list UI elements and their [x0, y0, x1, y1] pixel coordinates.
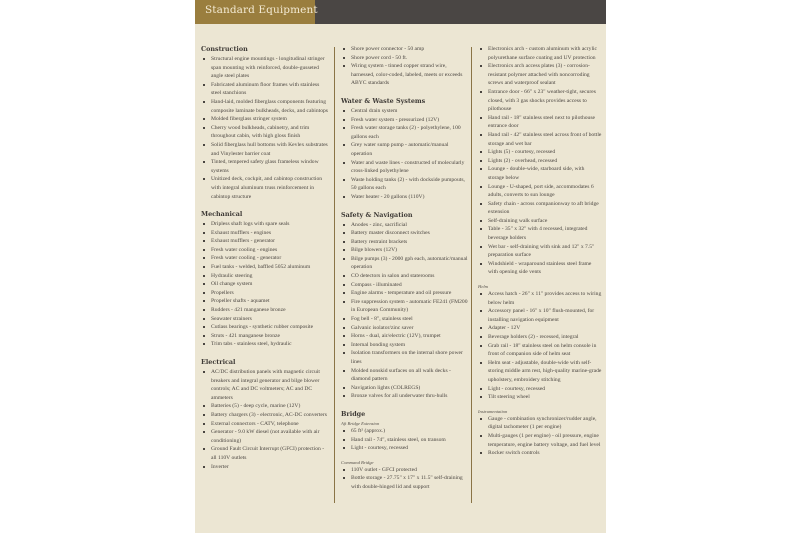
spacer [201, 201, 329, 210]
list-item: Tilt steering wheel [478, 393, 602, 402]
command-bridge-list [341, 466, 469, 492]
list-item: Bilge blowers (12V) [341, 246, 469, 255]
column-divider [334, 47, 335, 503]
list-item: Dripless shaft logs with spare seals [201, 220, 329, 229]
list-item: Helm seat - adjustable, double-wide with self-storing middle arm rest, high-quality marine-grade upholstery, embroidery stitching [478, 359, 602, 385]
spacer [341, 401, 469, 410]
list-item: Beverage holders (2) - recessed, integral [478, 333, 602, 342]
list-item: Battery restraint brackets [341, 238, 469, 247]
list-item: Generator - 9.0 kW diesel (not available with air conditioning) [201, 428, 329, 445]
list-item: Windshield - wraparound stainless steel frame with opening side vents [478, 260, 602, 277]
aft-bridge-list [341, 427, 469, 453]
construction-list [201, 55, 329, 201]
list-item: Multi-gauges (1 per engine) - oil pressure, engine temperature, engine battery voltage, and fuel level [478, 432, 602, 449]
list-item: Adapter - 12V [478, 324, 602, 333]
list-item: Lounge - double-wide, starboard side, with storage below [478, 165, 602, 182]
list-item: Bottle storage - 27.75" x 17" x 11.5" self-draining with double-hinged lid and support [341, 474, 469, 491]
section-title-mechanical: Mechanical [201, 210, 243, 219]
list-item: Molded fiberglass stringer system [201, 115, 329, 124]
list-item: Lights (2) - overhead, recessed [478, 157, 602, 166]
list-item: Self-draining walk surface [478, 217, 602, 226]
section-title-construction: Construction [201, 45, 248, 53]
bridge-continued-list [478, 45, 602, 277]
list-item: Internal bonding system [341, 341, 469, 350]
list-item: Isolation transformers on the internal shore power lines [341, 349, 469, 366]
list-item: Hand rail - 18" stainless steel next to pilothouse entrance door [478, 114, 602, 131]
list-item: External connectors - CATV, telephone [201, 420, 329, 429]
list-item: Grey water sump pump - automatic/manual operation [341, 141, 469, 158]
list-item: Battery master disconnect switches [341, 229, 469, 238]
list-item: Bronze valves for all underwater thru-hulls [341, 392, 469, 401]
list-item: Fuel tanks - welded, baffled 5052 aluminum [201, 263, 329, 272]
list-item: Oil change system [201, 280, 329, 289]
section-title-bridge: Bridge [341, 409, 366, 418]
list-item: Gauge - combination synchronizer/rudder angle, digital tachometer (1 per engine) [478, 415, 602, 432]
list-item: Light - courtesy, recessed [341, 444, 469, 453]
list-item: Propeller shafts - aquamet [201, 297, 329, 306]
list-item: Hydraulic steering [201, 272, 329, 281]
list-item: Hand rail - 42" stainless steel across front of bottle storage and wet bar [478, 131, 602, 148]
list-item: Galvanic isolator/zinc saver [341, 324, 469, 333]
list-item: Unitized deck, cockpit, and cabintop construction with integral aluminum truss reinforcement in cabintop structure [201, 175, 329, 201]
section-title-electrical: Electrical [201, 358, 236, 366]
list-item: Solid fiberglass hull bottoms with Kevlex substrates and Vinylester barrier coat [201, 141, 329, 158]
list-item: 65 ft² (approx.) [341, 427, 469, 436]
list-item: Fresh water cooling - generator [201, 254, 329, 263]
water-waste-list [341, 107, 469, 202]
list-item: Wiring system - tinned copper strand wire, harnessed, color-coded, labeled, meets or exceeds ABYC standards [341, 62, 469, 88]
list-item: Accessory panel - 16" x 10" flush-mounted, for installing navigation equipment [478, 307, 602, 324]
list-item: Safety chain - across companionway to aft bridge extension [478, 200, 602, 217]
instrumentation-list [478, 415, 602, 458]
electrical-continued-list [341, 45, 469, 88]
list-item: AC/DC distribution panels with magnetic circuit breakers and integral generator and bilge blower controls; AC and DC voltmeters; AC and DC ammeters [201, 368, 329, 402]
list-item: Seawater strainers [201, 315, 329, 324]
list-item: Table - 35" x 32" with 4 recessed, integrated beverage holders [478, 225, 602, 242]
list-item: Molded nonskid surfaces on all walk decks - diamond pattern [341, 367, 469, 384]
list-item: Entrance door - 66" x 23" weather-tight, secures closed, with 3 gas shocks provides access to pilothouse [478, 88, 602, 114]
list-item: Fire suppression system - automatic FE241 (FM200 in European Community) [341, 298, 469, 315]
list-item: Hand-laid, molded fiberglass components featuring composite laminate bulkheads, decks, and cabintops [201, 98, 329, 115]
column-2 [341, 45, 469, 492]
list-item: CO detectors in salon and staterooms [341, 272, 469, 281]
list-item: Trim tabs - stainless steel, hydraulic [201, 340, 329, 349]
list-item: Lights (5) - courtesy, recessed [478, 148, 602, 157]
list-item: Wet bar - self-draining with sink and 12" x 7.5" preparation surface [478, 243, 602, 260]
section-title-water-waste: Water & Waste Systems [341, 96, 426, 105]
subsection-title-command-bridge: Command Bridge [341, 459, 374, 465]
page-title: Standard Equipment [205, 4, 318, 16]
list-item: Access hatch - 26" x 11" provides access to wiring below helm [478, 290, 602, 307]
list-item: Rudders - 421 manganese bronze [201, 306, 329, 315]
list-item: Shore power connector - 50 amp [341, 45, 469, 54]
list-item: Central drain system [341, 107, 469, 116]
brochure-page [195, 0, 606, 533]
list-item: Shore power cord - 50 ft. [341, 54, 469, 63]
list-item: Grab rail - 18" stainless steel on helm console in front of companion side of helm seat [478, 342, 602, 359]
list-item: Electronics arch - custom aluminum with acrylic polyurethane surface coating and UV protection [478, 45, 602, 62]
list-item: Waste holding tanks (2) - with dockside pumpouts, 50 gallons each [341, 176, 469, 193]
list-item: Batteries (5) - deep cycle, marine (12V) [201, 402, 329, 411]
list-item: Cherry wood bulkheads, cabinetry, and trim throughout cabin, with high gloss finish [201, 124, 329, 141]
mechanical-list [201, 220, 329, 349]
list-item: Fog bell - 8", stainless steel [341, 315, 469, 324]
list-item: Exhaust mufflers - engines [201, 229, 329, 238]
column-divider [471, 47, 472, 503]
list-item: Bilge pumps (3) - 2000 gph each, automatic/manual operation [341, 255, 469, 272]
list-item: Fresh water cooling - engines [201, 246, 329, 255]
list-item: Inverter [201, 463, 329, 472]
list-item: Rocker switch controls [478, 449, 602, 458]
list-item: Light - courtesy, recessed [478, 385, 602, 394]
column-3 [478, 45, 602, 458]
list-item: Exhaust mufflers - generator [201, 237, 329, 246]
spacer [341, 202, 469, 211]
list-item: Electronics arch access plates (3) - corrosion-resistant polymer attached with noncorroding screws and waterproof sealant [478, 62, 602, 88]
safety-navigation-list [341, 221, 469, 401]
list-item: Fresh water storage tanks (2) - polyethylene, 100 gallons each [341, 124, 469, 141]
list-item: Propellers [201, 289, 329, 298]
list-item: Tinted, tempered safety glass frameless window systems [201, 158, 329, 175]
helm-list [478, 290, 602, 402]
list-item: Cutlass bearings - synthetic rubber composite [201, 323, 329, 332]
list-item: Engine alarms - temperature and oil pressure [341, 289, 469, 298]
list-item: Fabricated aluminum floor frames with stainless steel stanchions [201, 81, 329, 98]
title-block [195, 0, 318, 24]
list-item: Anodes - zinc, sacrificial [341, 221, 469, 230]
list-item: Compass - illuminated [341, 281, 469, 290]
list-item: Ground Fault Circuit Interrupt (GFCI) protection - all 110V outlets [201, 445, 329, 462]
subsection-title-instrumentation: Instrumentation [478, 408, 508, 414]
list-item: Fresh water system - pressurized (12V) [341, 116, 469, 125]
subsection-title-helm: Helm [478, 284, 488, 290]
list-item: Struts - 421 manganese bronze [201, 332, 329, 341]
spacer [341, 88, 469, 97]
list-item: Water and waste lines - constructed of molecularly cross-linked polyethylene [341, 159, 469, 176]
list-item: 110V outlet - GFCI protected [341, 466, 469, 475]
list-item: Battery chargers (3) - electronic, AC-DC converters [201, 411, 329, 420]
list-item: Lounge - U-shaped, port side, accommodates 6 adults, converts to sun lounge [478, 183, 602, 200]
column-1 [201, 45, 329, 471]
list-item: Structural engine mountings - longitudinal stringer span mounting with reinforced, double-gusseted angle steel plates [201, 55, 329, 81]
subsection-title-aft-bridge: Aft Bridge Extension [341, 420, 380, 426]
spacer [201, 349, 329, 358]
list-item: Horns - dual, air/electric (12V), trumpet [341, 332, 469, 341]
list-item: Navigation lights (COLREGS) [341, 384, 469, 393]
list-item: Hand rail - 74", stainless steel, on transom [341, 436, 469, 445]
section-title-safety-navigation: Safety & Navigation [341, 210, 413, 219]
electrical-list [201, 368, 329, 471]
list-item: Water heater - 20 gallons (110V) [341, 193, 469, 202]
